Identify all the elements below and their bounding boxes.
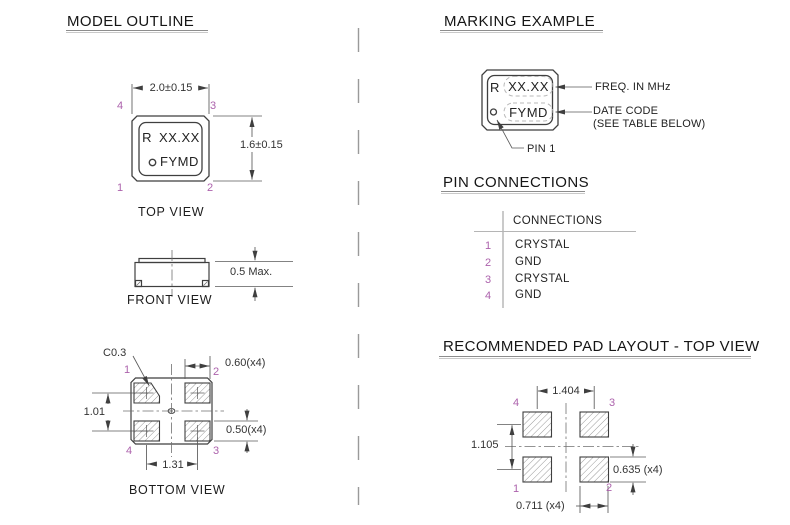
chamfer-leader-line: [133, 356, 149, 386]
dim-bottom-pitch-x: 1.31: [162, 459, 184, 471]
pad-layout-pin-4: 4: [513, 397, 520, 409]
bottom-view-pin-1: 1: [124, 364, 131, 376]
pad-layout-pin-2: 2: [606, 482, 613, 494]
callout-date-code: DATE CODE: [593, 105, 659, 117]
pin-table-header: CONNECTIONS: [513, 215, 603, 227]
bottom-view-dimension-lines: [92, 356, 258, 470]
dim-layout-pitch-y: 1.105: [471, 439, 499, 451]
title-rule-marking-example: [440, 30, 603, 33]
top-view-marking-datecode: FYMD: [160, 154, 199, 169]
dim-top-view-height: 1.6±0.15: [240, 139, 283, 151]
layout-pad-3: [580, 412, 609, 437]
section-title-pad-layout: RECOMMENDED PAD LAYOUT - TOP VIEW: [443, 338, 760, 355]
layout-pad-4: [523, 412, 552, 437]
dim-bottom-pitch-y: 1.01: [83, 406, 105, 418]
marking-example-datecode: FYMD: [509, 105, 548, 120]
pad-layout-dimension-lines: [497, 386, 646, 513]
marking-frequency: XX.XX: [159, 130, 200, 145]
pin-table-connection: CRYSTAL: [515, 239, 570, 251]
top-view-pin-3: 3: [210, 100, 217, 112]
callout-see-table-below: (SEE TABLE BELOW): [593, 118, 706, 130]
section-title-marking-example: MARKING EXAMPLE: [444, 13, 596, 30]
pin-table-pin-number: 3: [484, 273, 492, 286]
bottom-view-pin-2: 2: [213, 366, 220, 378]
dim-top-view-width: 2.0±0.15: [149, 82, 193, 94]
bottom-view-pin-3: 3: [213, 445, 220, 457]
top-view-pin-1: 1: [117, 182, 124, 194]
dim-bottom-pad-width: 0.60(x4): [225, 357, 266, 369]
callout-pin-1: PIN 1: [527, 143, 556, 155]
label-front-view: FRONT VIEW: [127, 293, 213, 307]
marking-prefix: R: [142, 130, 153, 145]
bottom-view-linework: [92, 356, 258, 470]
callout-freq-in-mhz: FREQ. IN MHz: [595, 81, 671, 93]
pad-layout-pin-1: 1: [513, 483, 520, 495]
pad-layout-pin-3: 3: [609, 397, 616, 409]
pad-layout-linework: [497, 386, 646, 513]
layout-pad-2: [580, 457, 609, 482]
pin-table-connection: CRYSTAL: [515, 272, 570, 285]
top-view-pin-4: 4: [117, 100, 124, 112]
pin1-dot-icon: [149, 159, 155, 165]
title-rule-pin-connections: [441, 191, 585, 194]
top-view-marking-line1: [139, 131, 203, 146]
pin1-dot-icon: [491, 109, 497, 115]
marking-example-frequency: XX.XX: [508, 79, 549, 94]
dim-front-view-height: 0.5 Max.: [230, 266, 273, 278]
dim-layout-pad-height: 0.635 (x4): [613, 464, 663, 476]
section-title-model-outline: MODEL OUTLINE: [67, 13, 195, 30]
bottom-view-pads: [134, 383, 210, 441]
top-view-pin-2: 2: [207, 182, 214, 194]
pin-table-connection: GND: [515, 256, 542, 268]
dim-chamfer: C0.3: [103, 347, 127, 359]
label-top-view: TOP VIEW: [138, 205, 205, 219]
pin-table-pin-number: 2: [484, 257, 492, 269]
title-rule-model-outline: [66, 30, 208, 33]
dim-layout-pad-width: 0.711 (x4): [516, 500, 565, 512]
dim-layout-pitch-x: 1.404: [552, 385, 580, 397]
top-view-package-outline: [132, 116, 209, 181]
bottom-view-pin-4: 4: [126, 445, 133, 457]
marking-example-prefix: R: [490, 80, 500, 95]
section-title-pin-connections: PIN CONNECTIONS: [443, 174, 590, 191]
label-bottom-view: BOTTOM VIEW: [129, 483, 226, 497]
pin-table-connection: GND: [515, 289, 542, 301]
title-rule-pad-layout: [439, 356, 751, 359]
dim-bottom-pad-height: 0.50(x4): [226, 424, 267, 436]
pin-table-pin-number: 4: [484, 290, 492, 302]
layout-pad-1: [523, 457, 552, 482]
pin-table-pin-number: 1: [484, 240, 492, 252]
